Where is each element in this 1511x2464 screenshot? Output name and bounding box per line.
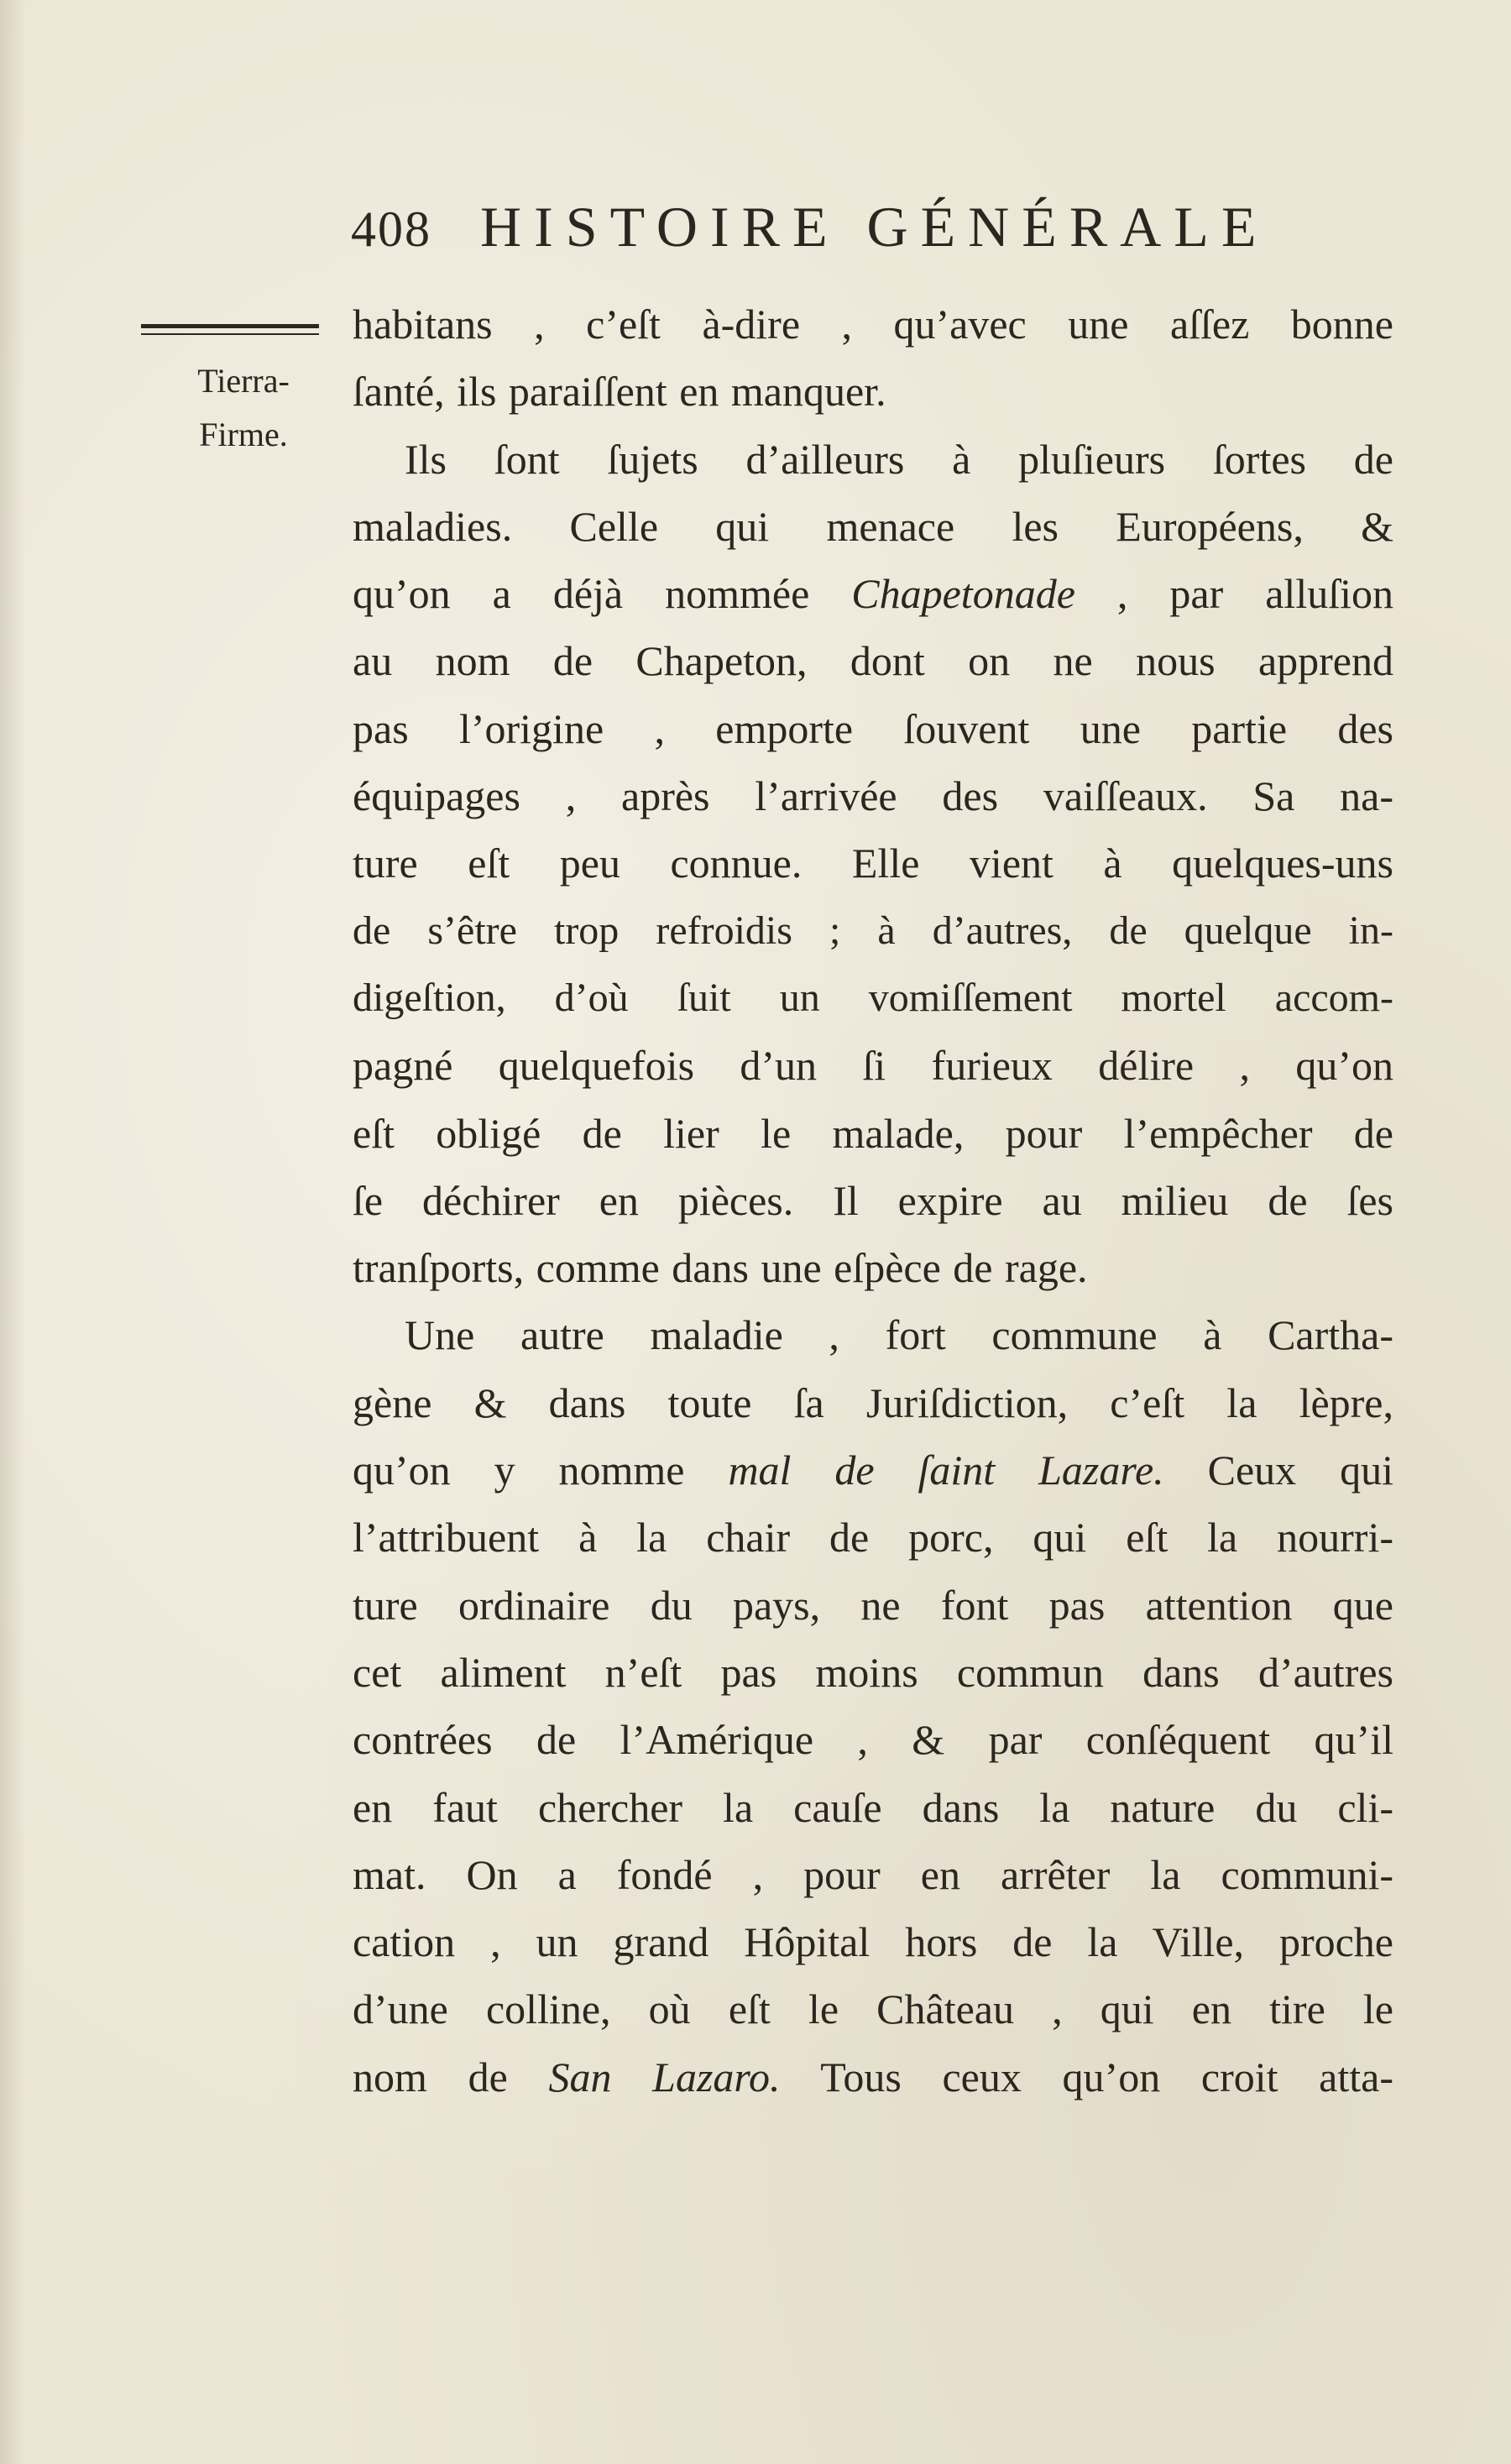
text-line: l’attribuent à la chair de porc, qui eſt la nourri- — [353, 1514, 1393, 1562]
running-title: HISTOIRE GÉNÉRALE — [480, 195, 1269, 259]
text-line: pas l’origine , emporte ſouvent une partie des — [353, 704, 1393, 752]
margin-note-line: Firme. — [199, 416, 288, 453]
text-segment: , par alluſion — [1074, 570, 1393, 618]
text-line: d’une colline, où eſt le Château , qui en tire le — [353, 1985, 1393, 2033]
margin-rule — [141, 324, 319, 335]
text-line: ture ordinaire du pays, ne font pas attention que — [353, 1581, 1393, 1629]
text-segment: nom de — [353, 2053, 549, 2100]
text-line: ſe déchirer en pièces. Il expire au milieu de ſes — [353, 1176, 1393, 1224]
text-line: cet aliment n’eſt pas moins commun dans d’autres — [353, 1648, 1393, 1696]
text-segment: Tous ceux qu’on croit atta- — [780, 2053, 1393, 2100]
text-line: maladies. Celle qui menace les Européens, & — [353, 502, 1393, 550]
page-number: 408 — [351, 201, 431, 257]
body-text — [353, 290, 1393, 2111]
paragraph-start-line: Une autre maladie , fort commune à Cartha- — [405, 1311, 1393, 1359]
text-line: contrées de l’Amérique , & par conſéquent qu’il — [353, 1716, 1393, 1764]
text-line: ſanté, ils paraiſſent en manquer. — [353, 368, 886, 416]
text-line — [353, 1436, 1393, 1504]
running-head — [351, 195, 1274, 259]
text-line: tranſports, comme dans une eſpèce de rage. — [353, 1244, 1088, 1292]
text-line: ture eſt peu connue. Elle vient à quelques-uns — [353, 840, 1393, 887]
margin-note — [159, 354, 327, 462]
text-segment: qu’on y nomme — [353, 1446, 729, 1494]
text-line: pagné quelquefois d’un ſi furieux délire , qu’on — [353, 1042, 1393, 1090]
text-line — [353, 560, 1393, 627]
paragraph-start-line: Ils ſont ſujets d’ailleurs à pluſieurs ſortes de — [405, 435, 1393, 483]
text-segment: Ceux qui — [1163, 1446, 1393, 1494]
text-line: mat. On a fondé , pour en arrêter la communi- — [353, 1850, 1393, 1898]
text-line — [353, 2043, 1393, 2111]
margin-note-line: Tierra- — [197, 362, 290, 400]
text-line: cation , un grand Hôpital hors de la Ville, proche — [353, 1918, 1393, 1966]
text-line: habitans , c’eſt à-dire , qu’avec une aſſez bonne — [353, 301, 1393, 348]
text-line: en faut chercher la cauſe dans la nature du cli- — [353, 1783, 1393, 1831]
text-line: eſt obligé de lier le malade, pour l’empêcher de — [353, 1109, 1393, 1157]
text-line: au nom de Chapeton, dont on ne nous apprend — [353, 637, 1393, 685]
italic-term: Chapetonade — [851, 570, 1075, 618]
text-line: équipages , après l’arrivée des vaiſſeaux. Sa na- — [353, 772, 1393, 820]
page-edge-shadow — [0, 0, 25, 2464]
text-line: gène & dans toute ſa Juriſdiction, c’eſt la lèpre, — [353, 1378, 1393, 1426]
text-segment: qu’on a déjà nommée — [353, 570, 852, 618]
italic-term: mal de ſaint Lazare. — [728, 1446, 1164, 1494]
italic-term: San Lazaro. — [548, 2053, 781, 2100]
text-line: de s’être trop refroidis ; à d’autres, de quelque in- — [353, 908, 1393, 953]
text-line: digeſtion, d’où ſuit un vomiſſement mortel accom- — [353, 975, 1393, 1020]
